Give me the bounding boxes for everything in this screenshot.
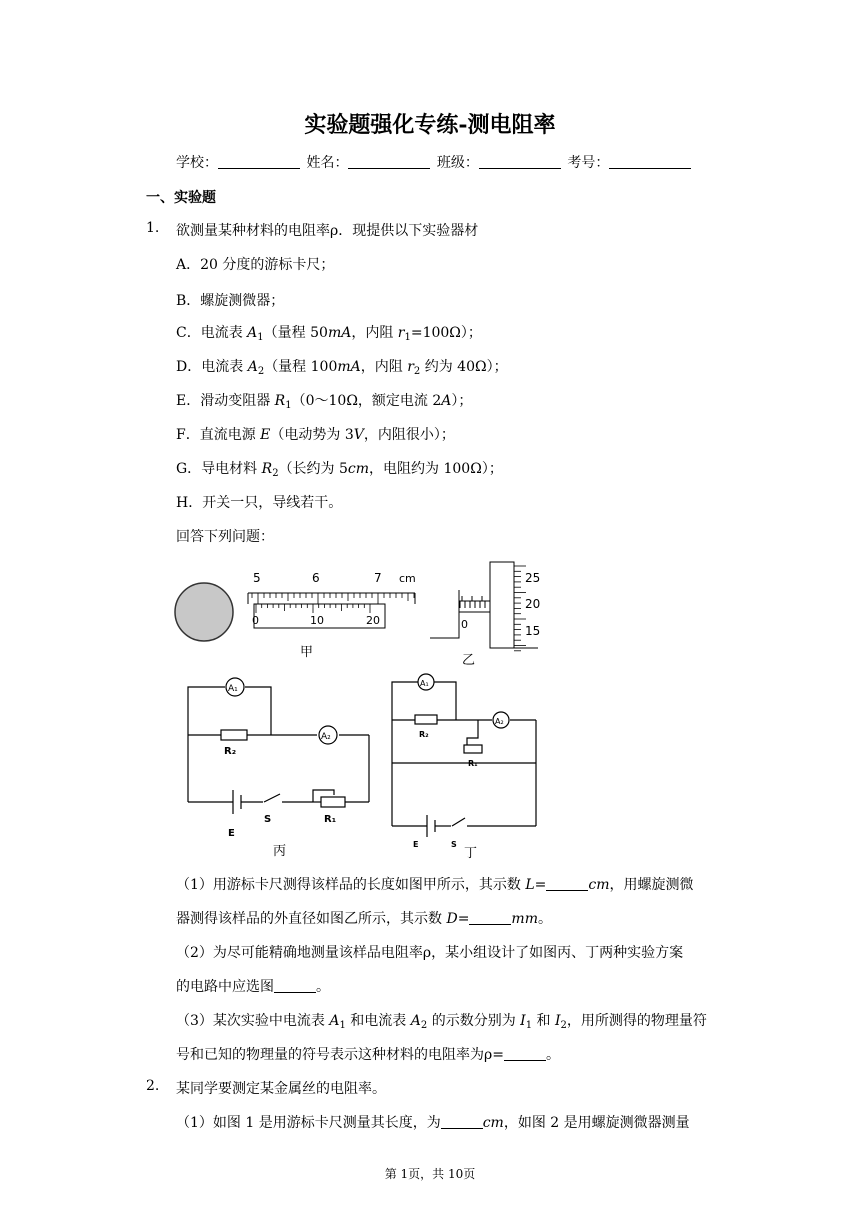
micrometer-zero: 0 <box>461 618 468 631</box>
school-label: 学校： <box>176 155 218 171</box>
label-yi: 乙 <box>462 653 476 668</box>
vernier-caliper <box>248 571 416 628</box>
micrometer <box>430 562 540 651</box>
class-blank[interactable] <box>479 154 561 169</box>
ammeter-a2-ding: A₂ <box>495 717 504 726</box>
thimble-20: 20 <box>525 597 541 611</box>
item-f: F．直流电源 E（电动势为 3V，内阻很小）； <box>176 427 455 443</box>
circuit-bing <box>188 678 369 814</box>
main-scale-6: 6 <box>312 571 320 585</box>
resistor-r2-bing: R₂ <box>224 746 237 757</box>
q1-prompt: 回答下列问题： <box>176 529 274 545</box>
rheostat-r1-ding: R₁ <box>468 759 478 768</box>
rheostat-r1-bing: R₁ <box>324 814 337 825</box>
vernier-scale-20: 20 <box>366 614 380 627</box>
item-a: A．20 分度的游标卡尺； <box>176 257 335 273</box>
label-jia: 甲 <box>300 645 314 660</box>
thimble-25: 25 <box>525 571 541 585</box>
q1-number: 1. <box>146 220 160 236</box>
answer-blank-rho[interactable] <box>504 1046 546 1061</box>
item-h: H．开关一只，导线若干。 <box>176 495 343 511</box>
ammeter-a1-bing: A₁ <box>228 684 238 694</box>
page-title: 实验题强化专练-测电阻率 <box>304 112 556 138</box>
thimble-15: 15 <box>525 624 541 638</box>
q1-sub3-line2: 号和已知的物理量的符号表示这种材料的电阻率为ρ= 。 <box>176 1047 560 1063</box>
school-blank[interactable] <box>218 154 300 169</box>
q1-sub1-line1: （1）用游标卡尺测得该样品的长度如图甲所示，其示数 L= cm，用螺旋测微 <box>176 877 694 893</box>
item-c: C．电流表 $A_1$（量程 50mA，内阻 $r_1=100\Omega$）； <box>176 325 482 343</box>
sample-cross-section <box>175 583 233 641</box>
label-bing: 丙 <box>273 844 287 859</box>
switch-s-bing: S <box>264 814 272 825</box>
student-info-line <box>176 152 693 172</box>
q1-sub2-line2: 的电路中应选图 。 <box>176 979 330 995</box>
ammeter-a1-ding: A₁ <box>420 679 429 688</box>
class-label: 班级： <box>436 155 479 171</box>
name-label: 姓名： <box>306 155 349 171</box>
q1-sub3-line1: （3）某次实验中电流表 $A_1$ 和电流表 $A_2$ 的示数分别为 $I_1$ 和 $I_2$，用所测得的物理量符 <box>176 1013 707 1031</box>
item-d: D．电流表 $A_2$（量程 100mA，内阻 $r_2$ 约为 40Ω）； <box>176 359 508 377</box>
exam-no-label: 考号： <box>567 155 610 171</box>
ammeter-a2-bing: A₂ <box>321 732 331 742</box>
resistor-r2-ding: R₂ <box>419 730 429 739</box>
vernier-scale-0: 0 <box>252 614 259 627</box>
name-blank[interactable] <box>348 154 430 169</box>
battery-e-bing: E <box>228 828 235 839</box>
section-heading: 一、实验题 <box>146 190 216 206</box>
q1-stem: 欲测量某种材料的电阻率ρ．现提供以下实验器材 <box>176 223 479 239</box>
experiment-figures <box>168 560 548 860</box>
main-scale-7: 7 <box>374 571 382 585</box>
q2-stem: 某同学要测定某金属丝的电阻率。 <box>176 1081 386 1097</box>
q2-number: 2. <box>146 1078 160 1094</box>
main-scale-5: 5 <box>253 571 261 585</box>
q1-sub1-line2: 器测得该样品的外直径如图乙所示，其示数 D= mm。 <box>176 911 552 927</box>
answer-blank-L[interactable] <box>546 876 588 891</box>
item-g: G．导电材料 $R_2$（长约为 5cm，电阻约为 100Ω）； <box>176 461 503 479</box>
q1-sub2-line1: （2）为尽可能精确地测量该样品电阻率ρ，某小组设计了如图丙、丁两种实验方案 <box>176 945 684 961</box>
circuit-ding <box>392 674 536 837</box>
label-ding: 丁 <box>464 846 478 860</box>
q2-sub1: （1）如图 1 是用游标卡尺测量其长度，为 cm，如图 2 是用螺旋测微器测量 <box>176 1115 690 1131</box>
switch-s-ding: S <box>451 840 457 849</box>
item-b: B．螺旋测微器； <box>176 293 285 309</box>
answer-blank-circuit[interactable] <box>274 978 316 993</box>
answer-blank-D[interactable] <box>469 910 511 925</box>
battery-e-ding: E <box>413 840 419 849</box>
exam-no-blank[interactable] <box>609 154 691 169</box>
answer-blank-q2-length[interactable] <box>441 1114 483 1129</box>
item-e: E．滑动变阻器 $R_1(0\sim 10\Omega$，额定电流 2A）； <box>176 393 473 411</box>
unit-cm: cm <box>399 572 416 585</box>
vernier-scale-10: 10 <box>310 614 324 627</box>
page-footer: 第 1页，共 10页 <box>384 1167 476 1181</box>
